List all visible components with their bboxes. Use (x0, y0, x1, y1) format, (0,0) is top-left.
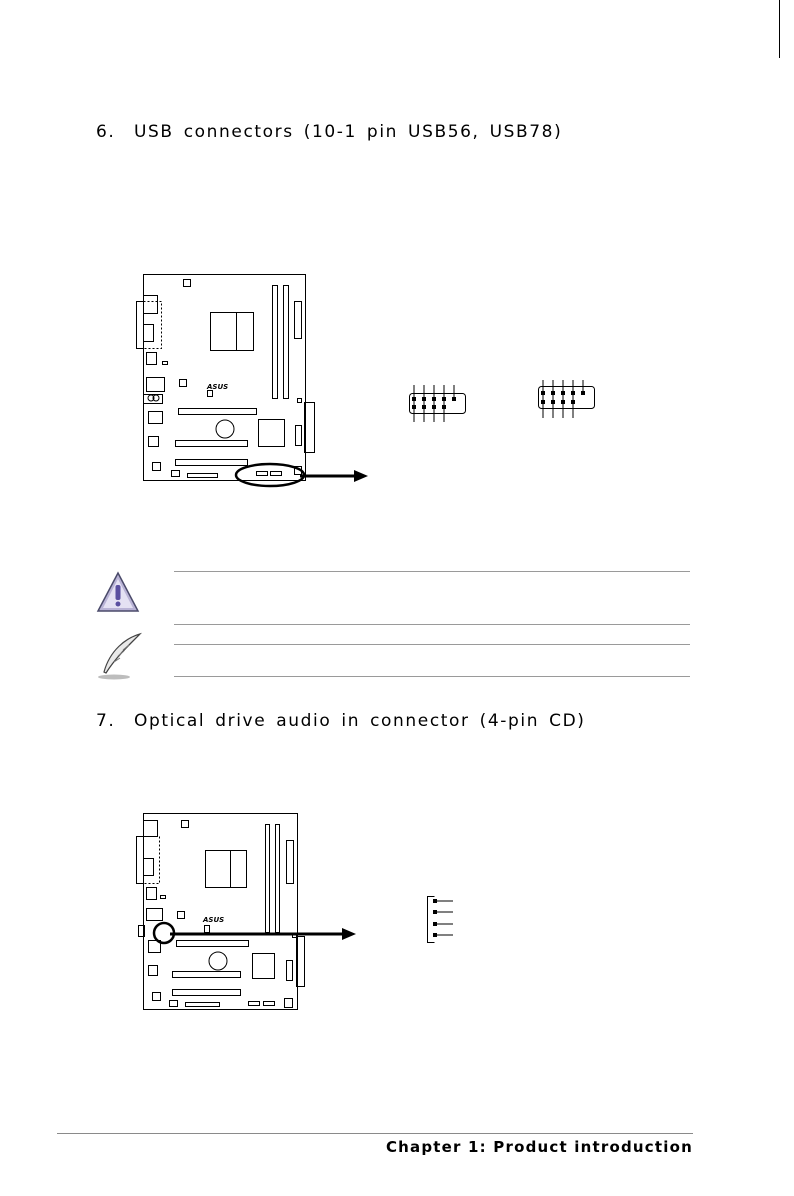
callout-arrow (354, 470, 368, 482)
cpu-socket (211, 313, 254, 351)
section-title: Optical drive audio in connector (4-pin CD) (134, 711, 586, 731)
footer-rule (57, 1133, 693, 1134)
feather-quill-icon (96, 632, 146, 680)
ps2-port (144, 296, 158, 314)
section-6-heading (96, 122, 562, 142)
chipset (259, 420, 285, 447)
cpu-socket (206, 851, 247, 888)
usb56-header (410, 394, 466, 414)
section-number: 7. (96, 711, 116, 731)
note-top-rule (174, 644, 690, 645)
note-bottom-rule (174, 676, 690, 677)
footer-chapter: Chapter 1: Product introduction (385, 1138, 693, 1156)
callout-arrow (342, 928, 356, 940)
usb78-header (539, 387, 595, 409)
board-outline (144, 275, 306, 481)
dimm-slot-a (273, 286, 278, 399)
chipset (253, 954, 275, 979)
board-logo: ASUS (203, 916, 225, 924)
caution-top-rule (174, 571, 690, 572)
board-logo: ASUS (207, 383, 229, 391)
section-7-heading (96, 711, 586, 731)
section-number: 6. (96, 122, 116, 142)
section-title: USB connectors (10-1 pin USB56, USB78) (134, 122, 563, 142)
board-outline (144, 814, 298, 1010)
usb-highlight-ellipse (236, 464, 304, 486)
caution-triangle-icon (96, 571, 140, 613)
crop-mark (779, 0, 780, 58)
dimm-slot-b (284, 286, 289, 399)
cd-highlight-circle (154, 923, 174, 943)
caution-bottom-rule (174, 624, 690, 625)
